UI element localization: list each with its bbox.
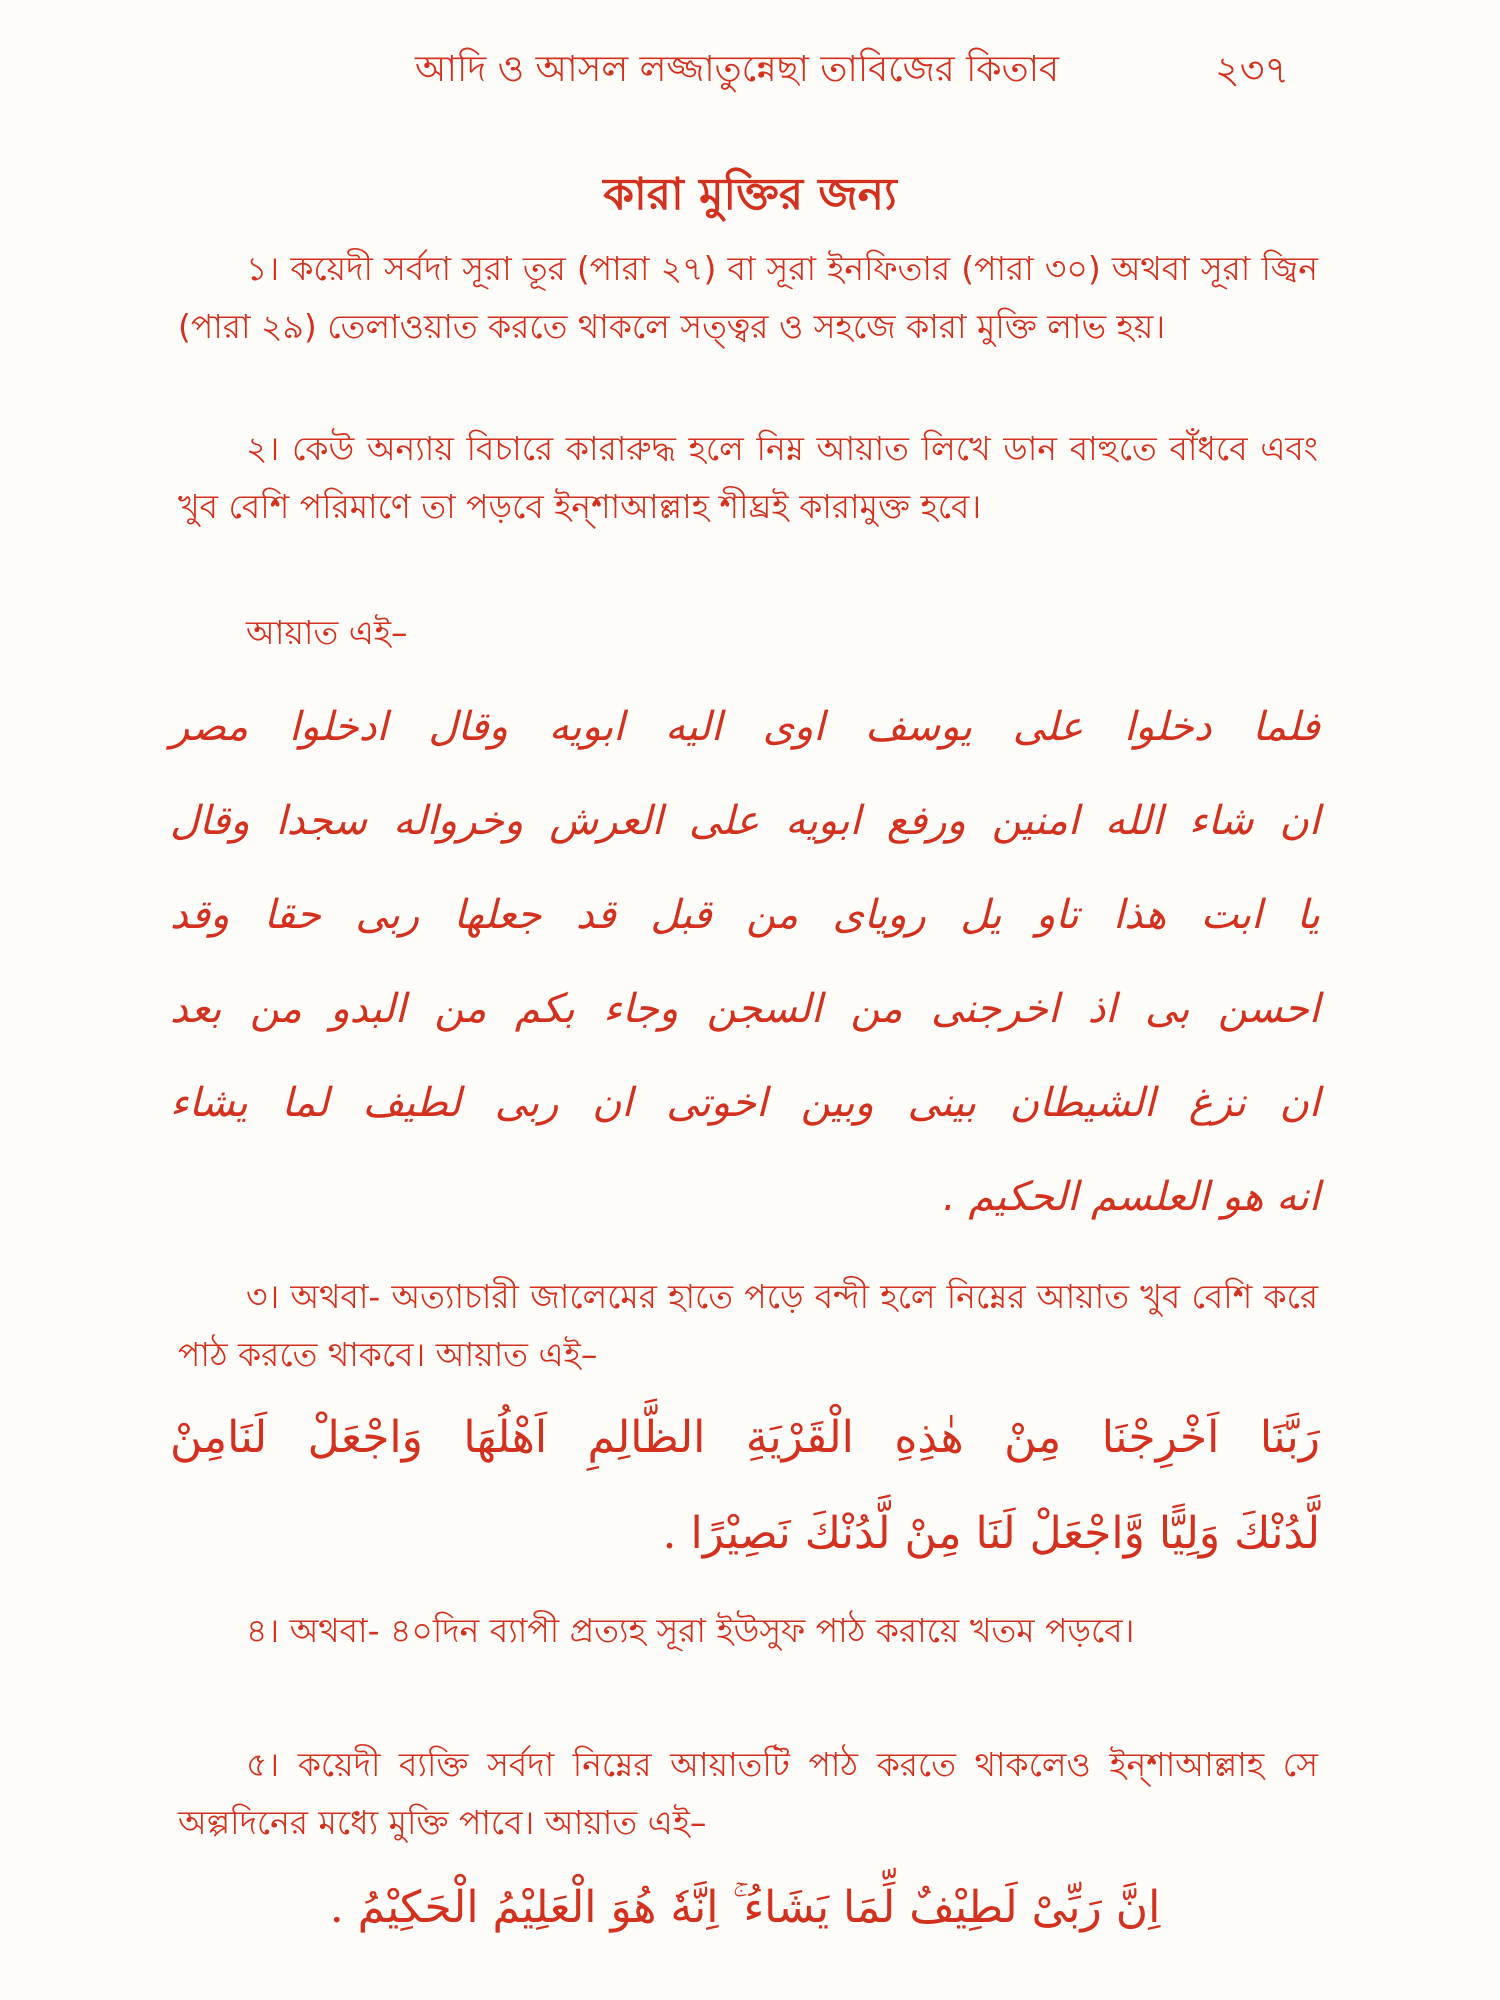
paragraph-5-text: ৫। কয়েদী ব্যক্তি সর্বদা নিম্নের আয়াতটি পাঠ করতে থাকলেও ইন্‌শাআল্লাহ সে অল্পদিনের মধ্যে মুক্তি পাবে। আয়াত এই– — [178, 1745, 1318, 1842]
section-title: কারা মুক্তির জন্য — [603, 169, 897, 220]
running-title: আদি ও আসল লজ্জাতুন্নেছা তাবিজের কিতাব — [415, 49, 1060, 90]
paragraph-3-text: ৩। অথবা- অত্যাচারী জালেমের হাতে পড়ে বন্দী হলে নিম্নের আয়াত খুব বেশি করে পাঠ করতে থাকবে। আয়াত এই– — [178, 1277, 1318, 1374]
arabic-verse-2-line: لَّدُنْكَ وَلِيًّا وَّاجْعَلْ لَنَا مِنْ لَّدُنْكَ نَصِيْرًا . — [662, 1508, 1320, 1559]
page-number: ২৩৭ — [1215, 48, 1290, 92]
paragraph-4 — [178, 1602, 1318, 1660]
paragraph-1-text: ১। কয়েদী সর্বদা সূরা তূর (পারা ২৭) বা সূরা ইনফিতার (পারা ৩০) অথবা সূরা জ্বিন (পারা ২৯) তেলাওয়াত করতে থাকলে সত্ত্বর ও সহজে কারা মুক্তি লাভ হয়। — [178, 249, 1318, 346]
arabic-verse-2-line: رَبَّنَا اَخْرِجْنَا مِنْ هٰذِهِ الْقَرْيَةِ الظَّالِمِ اَهْلُهَا وَاجْعَلْ لَنَامِنْ — [170, 1412, 1320, 1463]
paragraph-3 — [178, 1268, 1318, 1384]
paragraph-5 — [178, 1736, 1318, 1852]
arabic-verse-1-line: احسن بی اذ اخرجنی من السجن وجاء بكم من البدو من بعد — [170, 986, 1320, 1032]
arabic-verse-1-line: انه هو العلسم الحكيم . — [942, 1174, 1320, 1220]
paragraph-2-label: আয়াত এই– — [246, 613, 408, 652]
arabic-verse-2 — [170, 1390, 1320, 1582]
paragraph-2 — [178, 420, 1318, 536]
arabic-verse-1-line: فلما دخلوا على يوسف اوى اليه ابويه وقال ادخلوا مصر — [170, 704, 1320, 750]
paragraph-1 — [178, 240, 1318, 356]
arabic-verse-1-line: ان شاء الله امنين ورفع ابويه على العرش وخرواله سجدا وقال — [170, 798, 1320, 844]
arabic-verse-1-line: ان نزغ الشيطان بينی وبين اخوتی ان ربی لطيف لما يشاء — [170, 1080, 1320, 1126]
paragraph-2-text: ২। কেউ অন্যায় বিচারে কারারুদ্ধ হলে নিম্ন আয়াত লিখে ডান বাহুতে বাঁধবে এবং খুব বেশি পরিমাণে তা পড়বে ইন্‌শাআল্লাহ শীঘ্রই কারামুক্ত হবে। — [178, 429, 1318, 526]
running-header — [0, 40, 1500, 100]
paragraph-4-text: ৪। অথবা- ৪০দিন ব্যাপী প্রত্যহ সূরা ইউসুফ পাঠ করায়ে খতম পড়বে। — [246, 1611, 1135, 1650]
arabic-verse-3: اِنَّ رَبِّىْ لَطِيْفٌ لِّمَا يَشَاءُ ۚ اِنَّهٗ هُوَ الْعَلِيْمُ الْحَكِيْمُ . — [329, 1882, 1161, 1933]
arabic-verse-1 — [170, 680, 1320, 1244]
arabic-verse-1-line: يا ابت هذا تاو يل رويای من قبل قد جعلها ربی حقا وقد — [170, 892, 1320, 938]
